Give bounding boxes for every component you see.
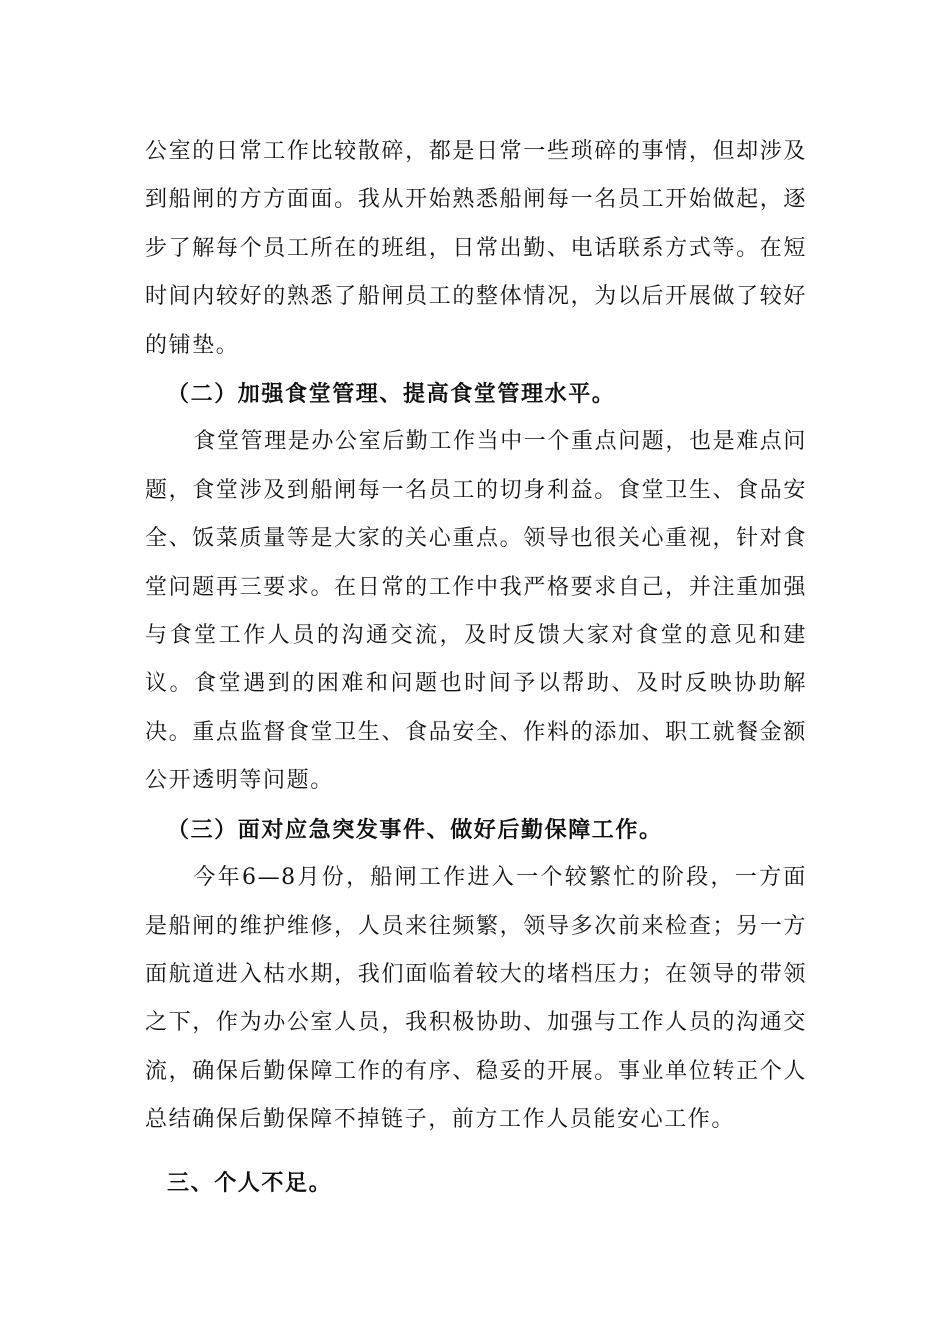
paragraph-office-work: 公室的日常工作比较散碎，都是日常一些琐碎的事情，但却涉及到船闸的方方面面。我从开始熟悉船闸每一名员工开始做起，逐步了解每个员工所在的班组，日常出勤、电话联系方式等。在短时间内较好的熟悉了船闸员工的整体情况，为以后开展做了较好的铺垫。: [145, 139, 807, 358]
heading-canteen-management: （二）加强食堂管理、提高食堂管理水平。: [167, 381, 616, 408]
heading-personal-shortcomings: 三、个人不足。: [167, 1169, 333, 1196]
heading-emergency-support: （三）面对应急突发事件、做好后勤保障工作。: [167, 816, 663, 843]
paragraph-canteen-management: 食堂管理是办公室后勤工作当中一个重点问题，也是难点问题，食堂涉及到船闸每一名员工的切身利益。食堂卫生、食品安全、饭菜质量等是大家的关心重点。领导也很关心重视，针对食堂问题再三要求。在日常的工作中我严格要求自己，并注重加强与食堂工作人员的沟通交流，及时反馈大家对食堂的意见和建议。食堂遇到的困难和问题也时间予以帮助、及时反映协助解决。重点监督食堂卫生、食品安全、作料的添加、职工就餐金额公开透明等问题。: [145, 429, 807, 794]
document-body: [145, 128, 807, 1207]
paragraph-emergency-support: 今年6—8月份，船闸工作进入一个较繁忙的阶段，一方面是船闸的维护维修，人员来往频繁，领导多次前来检查；另一方面航道进入枯水期，我们面临着较大的堵档压力；在领导的带领之下，作为办公室人员，我积极协助、加强与工作人员的沟通交流，确保后勤保障工作的有序、稳妥的开展。事业单位转正个人总结确保后勤保障不掉链子，前方工作人员能安心工作。: [145, 865, 807, 1133]
